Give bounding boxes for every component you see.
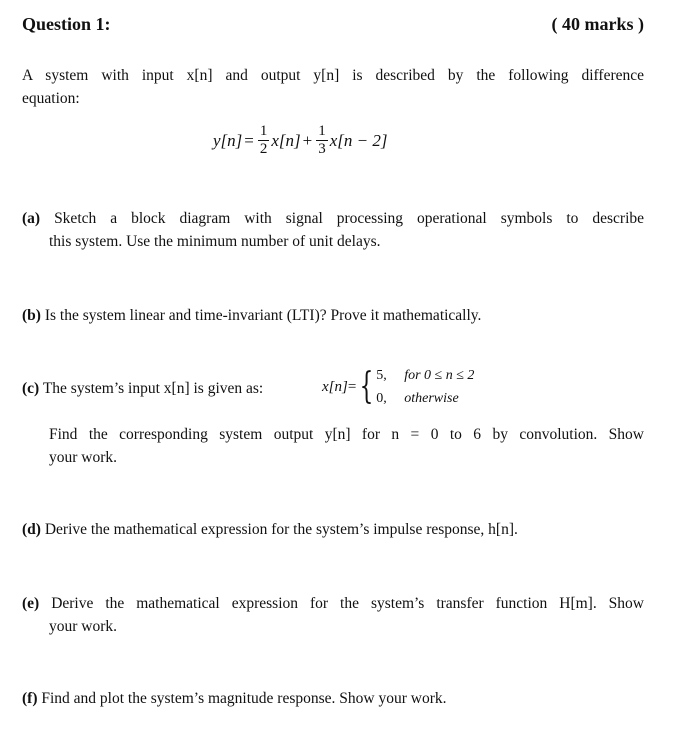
piecewise-case-2	[376, 387, 474, 410]
part-b-label: (b)	[22, 307, 41, 324]
piecewise-brace: {	[359, 366, 374, 407]
part-f	[22, 687, 447, 710]
part-e-line-1	[22, 592, 644, 615]
part-b-text: Is the system linear and time-invariant (LTI)? Prove it mathematically.	[44, 307, 482, 324]
coefficient-fraction-2	[316, 124, 328, 157]
question-title: Question 1:	[22, 14, 111, 34]
part-e-label: (e)	[22, 595, 40, 612]
case-1-condition: for 0 ≤ n ≤ 2	[404, 368, 475, 383]
equation-lhs: y[n]	[213, 130, 243, 150]
part-d	[22, 518, 518, 541]
part-c-intro	[22, 377, 263, 400]
part-e-text-1: Derive the mathematical expression for the system’s transfer function H[m]. Show	[51, 595, 644, 612]
part-f-label: (f)	[22, 690, 38, 707]
part-c-label: (c)	[22, 380, 40, 397]
fraction-2-numerator: 1	[318, 123, 326, 139]
piecewise-cases	[376, 364, 474, 410]
part-d-text: Derive the mathematical expression for the system’s impulse response, h[n].	[44, 521, 518, 538]
case-1-value: 5,	[376, 368, 387, 383]
part-c-intro-text: The system’s input x[n] is given as:	[42, 380, 264, 397]
part-a-line-2: this system. Use the minimum number of unit delays.	[49, 233, 381, 250]
equation-equals: =	[244, 130, 254, 150]
case-2-condition: otherwise	[404, 391, 459, 406]
part-a-label: (a)	[22, 210, 41, 227]
equation-term-2: x[n − 2]	[329, 130, 388, 150]
part-c-line-2: your work.	[49, 449, 118, 466]
part-f-text: Find and plot the system’s magnitude response. Show your work.	[41, 690, 447, 707]
fraction-1-denominator: 2	[259, 141, 268, 157]
part-c-line-1: Find the corresponding system output y[n] for n = 0 to 6 by convolution. Show	[49, 426, 644, 443]
difference-equation	[213, 124, 388, 157]
equation-term-1: x[n]	[271, 130, 301, 150]
intro-line-1: A system with input x[n] and output y[n] is described by the following difference	[22, 67, 644, 84]
coefficient-fraction-1	[258, 124, 270, 157]
intro-line-2: equation:	[22, 90, 80, 107]
fraction-1-numerator: 1	[259, 123, 268, 139]
part-a-line-1	[22, 207, 644, 230]
case-2-value: 0,	[376, 391, 387, 406]
equation-plus: +	[302, 130, 313, 150]
input-signal-definition	[322, 364, 474, 410]
part-d-label: (d)	[22, 521, 41, 538]
part-b	[22, 304, 481, 327]
input-lhs: x[n]	[322, 378, 348, 395]
part-e-line-2: your work.	[49, 618, 118, 635]
marks-label: ( 40 marks )	[551, 14, 644, 34]
fraction-2-denominator: 3	[318, 141, 326, 157]
piecewise-case-1	[376, 364, 474, 387]
part-a-text-1: Sketch a block diagram with signal processing operational symbols to describe	[54, 210, 645, 227]
input-equals: =	[347, 378, 357, 395]
